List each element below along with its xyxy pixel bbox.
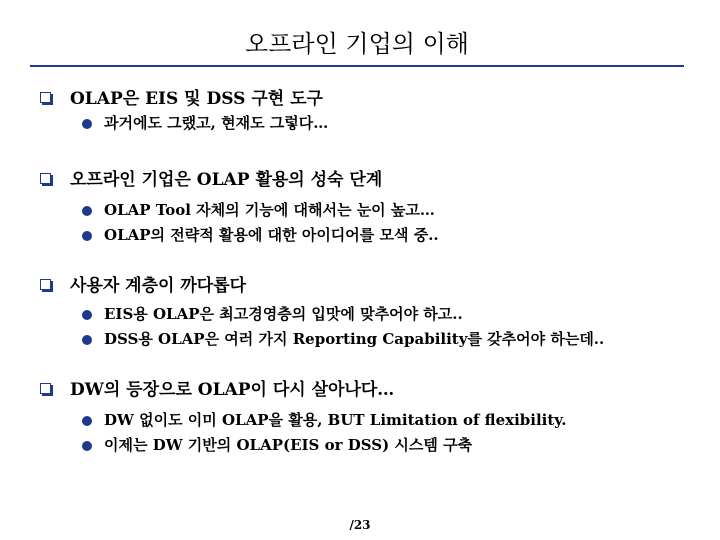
bullet-text: DW 없이도 이미 OLAP을 활용, BUT Limitation of flexibility.: [104, 411, 567, 429]
checkbox-bullet-icon: [40, 279, 51, 290]
bullet-item: [40, 433, 567, 458]
section-dw-revival: [40, 378, 567, 458]
bullet-text: DSS용 OLAP은 여러 가지 Reporting Capability를 갖추어야 하는데..: [104, 330, 605, 348]
bullet-item: [40, 408, 567, 433]
round-bullet-icon: [82, 310, 92, 320]
section-heading: [40, 168, 439, 192]
slide-title: 오프라인 기업의 이해: [245, 30, 469, 58]
bullet-text: EIS용 OLAP은 최고경영층의 입맛에 맞추어야 하고..: [104, 305, 463, 323]
bullet-item: [40, 223, 439, 248]
section-heading-text: DW의 등장으로 OLAP이 다시 살아나다…: [70, 380, 395, 400]
round-bullet-icon: [82, 416, 92, 426]
section-heading: [40, 274, 604, 298]
bullet-item: [40, 302, 604, 327]
round-bullet-icon: [82, 119, 92, 129]
section-maturity: [40, 168, 439, 248]
checkbox-bullet-icon: [40, 92, 51, 103]
section-heading-text: 오프라인 기업은 OLAP 활용의 성숙 단계: [70, 170, 383, 190]
round-bullet-icon: [82, 335, 92, 345]
section-olap-tool: [40, 87, 328, 136]
section-heading: [40, 87, 328, 111]
bullet-item: [40, 198, 439, 223]
bullet-item: [40, 111, 328, 136]
bullet-text: OLAP의 전략적 활용에 대한 아이디어를 모색 중..: [104, 226, 439, 244]
section-user-tiers: [40, 274, 604, 352]
round-bullet-icon: [82, 231, 92, 241]
bullet-text: OLAP Tool 자체의 기능에 대해서는 눈이 높고…: [104, 201, 435, 219]
bullet-text: 과거에도 그랬고, 현재도 그렇다…: [104, 114, 329, 132]
section-heading-text: OLAP은 EIS 및 DSS 구현 도구: [70, 89, 323, 109]
bullet-text: 이제는 DW 기반의 OLAP(EIS or DSS) 시스템 구축: [104, 436, 473, 454]
title-divider: [30, 65, 684, 67]
bullet-item: [40, 327, 604, 352]
round-bullet-icon: [82, 206, 92, 216]
section-heading: [40, 378, 567, 402]
round-bullet-icon: [82, 441, 92, 451]
checkbox-bullet-icon: [40, 383, 51, 394]
checkbox-bullet-icon: [40, 173, 51, 184]
section-heading-text: 사용자 계층이 까다롭다: [70, 276, 247, 296]
page-number: /23: [349, 518, 371, 532]
